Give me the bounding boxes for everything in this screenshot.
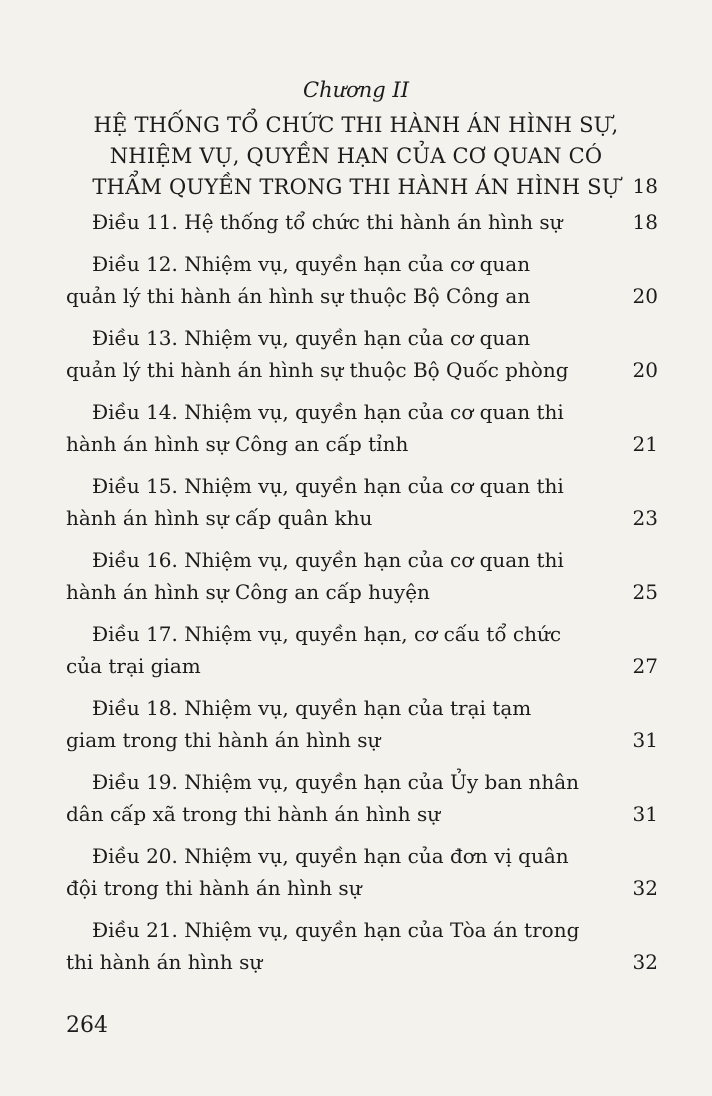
- chapter-title-line-1: HỆ THỐNG TỔ CHỨC THI HÀNH ÁN HÌNH SỰ,: [93, 113, 619, 137]
- toc-entry-12-line-1: Điều 12. Nhiệm vụ, quyền hạn của cơ quan: [92, 252, 531, 276]
- chapter-title-line-3: THẨM QUYỀN TRONG THI HÀNH ÁN HÌNH SỰ: [92, 175, 620, 199]
- toc-entry-17-line-1: Điều 17. Nhiệm vụ, quyền hạn, cơ cấu tổ chức: [92, 622, 562, 646]
- toc-entry-17-page: 27: [632, 654, 658, 678]
- toc-entry-21-line-2: thi hành án hình sự: [66, 950, 263, 974]
- toc-entry-15-line-1: Điều 15. Nhiệm vụ, quyền hạn của cơ quan thi: [92, 474, 564, 498]
- toc-entry-16-line-2: hành án hình sự Công an cấp huyện: [66, 580, 430, 604]
- toc-entry-18-line-2: giam trong thi hành án hình sự: [66, 728, 381, 752]
- page-folio: 264: [66, 1013, 108, 1038]
- toc-entry-20-line-2: đội trong thi hành án hình sự: [66, 876, 362, 900]
- toc-entry-11-line-1: Điều 11. Hệ thống tổ chức thi hành án hình sự: [92, 210, 563, 234]
- toc-entry-15-page: 23: [632, 506, 658, 530]
- toc-entry-15-line-2: hành án hình sự cấp quân khu: [66, 506, 373, 530]
- toc-entry-17-line-2: của trại giam: [66, 654, 201, 678]
- toc-entry-14-line-1: Điều 14. Nhiệm vụ, quyền hạn của cơ quan thi: [92, 400, 564, 424]
- toc-entry-19-page: 31: [632, 802, 658, 826]
- toc-entry-16-page: 25: [632, 580, 658, 604]
- chapter-label: Chương II: [303, 78, 409, 102]
- toc-entry-18-line-1: Điều 18. Nhiệm vụ, quyền hạn của trại tạm: [92, 696, 532, 720]
- toc-entry-19-line-1: Điều 19. Nhiệm vụ, quyền hạn của Ủy ban nhân: [92, 770, 580, 794]
- toc-entry-12-page: 20: [632, 284, 658, 308]
- chapter-page-number: 18: [632, 174, 658, 198]
- toc-entry-21-page: 32: [632, 950, 658, 974]
- toc-entry-14-line-2: hành án hình sự Công an cấp tỉnh: [66, 432, 409, 456]
- toc-entry-12-line-2: quản lý thi hành án hình sự thuộc Bộ Công an: [66, 284, 531, 308]
- chapter-title-line-2: NHIỆM VỤ, QUYỀN HẠN CỦA CƠ QUAN CÓ: [109, 144, 603, 168]
- toc-entry-13-line-1: Điều 13. Nhiệm vụ, quyền hạn của cơ quan: [92, 326, 531, 350]
- toc-entry-11-page: 18: [632, 210, 658, 234]
- toc-entry-20-page: 32: [632, 876, 658, 900]
- toc-entry-21-line-1: Điều 21. Nhiệm vụ, quyền hạn của Tòa án trong: [92, 918, 580, 942]
- toc-entry-13-line-2: quản lý thi hành án hình sự thuộc Bộ Quốc phòng: [66, 358, 569, 382]
- toc-entry-13-page: 20: [632, 358, 658, 382]
- toc-entry-20-line-1: Điều 20. Nhiệm vụ, quyền hạn của đơn vị quân: [92, 844, 569, 868]
- toc-entry-16-line-1: Điều 16. Nhiệm vụ, quyền hạn của cơ quan thi: [92, 548, 564, 572]
- toc-entry-19-line-2: dân cấp xã trong thi hành án hình sự: [66, 802, 441, 826]
- toc-entry-18-page: 31: [632, 728, 658, 752]
- toc-entry-14-page: 21: [632, 432, 658, 456]
